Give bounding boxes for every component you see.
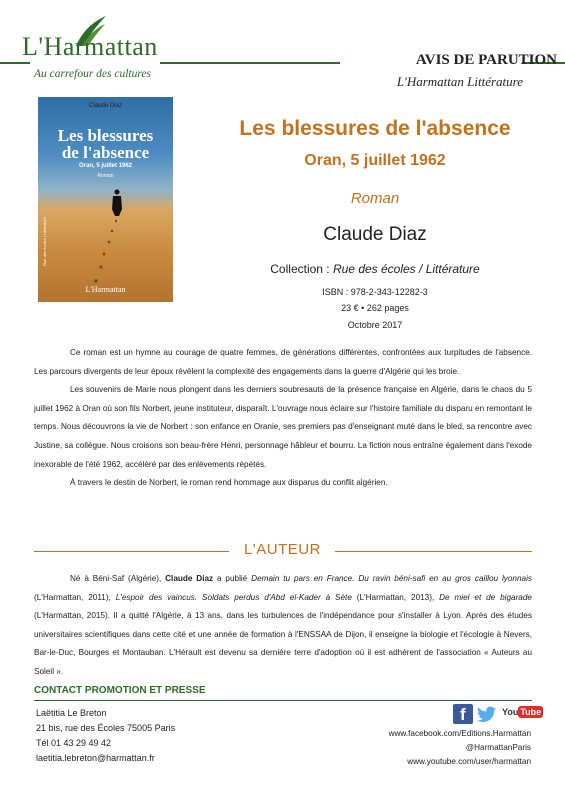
facebook-link[interactable]: www.facebook.com/Editions.Harmattan [388,729,531,738]
cover-genre: Roman [97,173,114,179]
book-subtitle: Oran, 5 juillet 1962 [304,152,446,169]
cover-spine: Rue des écoles | Littérature [42,217,47,266]
youtube-link[interactable]: www.youtube.com/user/harmattan [407,757,531,766]
youtube-logo-badge: Tube [520,707,542,717]
twitter-link[interactable]: @HarmattanParis [465,743,531,752]
author-bio-paragraph [34,570,532,682]
twitter-icon[interactable] [477,706,497,723]
cover-title [38,127,173,161]
contact-name: Laëtitia Le Breton [36,708,107,718]
book-genre: Roman [350,190,400,207]
bio-text: (L'Harmattan, 2015). Il a quitté l'Algérie, à 13 ans, dans les turbulences de l'indépendance pour s'installer à Lyon. Après des études universitaires scientifiques dans cette cité et une année de formation à l'ENSSAA de Dijon, il enseigne la biologie et l'écologie à Nevers, Bar-le-Duc, Bourges et Montauban. L'Hérault est devenu sa dernière terre d'adoption où il est adhérent de l'association « Auteurs au Soleil ». [34,611,532,676]
bio-text: (L'Harmattan, 2011), [34,592,116,602]
book-cover [38,97,173,302]
summary-paragraph-1: Ce roman est un hymne au courage de quatre femmes, de générations différentes, confrontées aux turpitudes de l'absence. Les parcours divergents de leur époux révèlent la complexité des engagements dans la guerre d'Algérie qui les broie. [34,348,532,376]
cover-title-line1: Les blessures [57,126,154,145]
notice-title: AVIS DE PARUTION [415,52,557,68]
bio-text: a publié [213,574,252,583]
cover-publisher: L'Harmattan [85,285,126,294]
author-bio [34,570,532,682]
publisher-tagline: Au carrefour des cultures [34,68,152,80]
header-rule-left [0,62,30,64]
cover-walker-icon [110,189,124,217]
book-title: Les blessures de l'absence [239,117,511,140]
book-price-pages: 23 € • 262 pages [341,303,409,313]
cover-subtitle: Oran, 5 juillet 1962 [78,163,133,169]
book-author: Claude Diaz [323,224,427,245]
bio-book-title: De miel et de bigarade [439,592,532,602]
summary-text [34,344,532,493]
book-collection [190,262,560,276]
youtube-logo-text: You [502,707,519,717]
notice-subtitle: L'Harmattan Littérature [396,74,523,89]
book-date: Octobre 2017 [347,320,403,330]
bio-author-name: Claude Diaz [165,574,214,583]
bio-book-title: Demain tu pars en France. Du ravin béni-safi en au gros caillou lyonnais [251,574,532,583]
bio-book-title: L'espoir des vaincus. Soldats perdus d'Abd el-Kader à Sète [115,592,352,602]
bio-text: (L'Harmattan, 2013), [351,592,440,602]
bio-text: Né à Béni-Saf (Algérie), [70,574,166,583]
youtube-icon[interactable] [502,707,543,721]
contact-email[interactable]: laetitia.lebreton@harmattan.fr [36,753,155,763]
header-rule-mid [160,62,340,64]
collection-label: Collection : [270,262,333,276]
contact-phone: Tél 01 43 29 49 42 [36,738,112,748]
contact-rule [34,700,532,701]
contact-address: 21 bis, rue des Écoles 75005 Paris [36,723,176,733]
contact-heading: CONTACT PROMOTION ET PRESSE [34,685,206,696]
cover-author: Claude Diaz [89,103,122,109]
author-heading: L'AUTEUR [244,541,321,558]
collection-name: Rue des écoles / Littérature [332,262,480,276]
publisher-logo: L'Harmattan [22,32,158,61]
summary-paragraph-2: Les souvenirs de Marie nous plongent dans les derniers soubresauts de la présence française en Algérie, dans le chaos du 5 juillet 1962 à Oran où son fils Norbert, jeune instituteur, disparaît. L'ouvrage nous éclaire sur l'histoire familiale du disparu en remontant le temps. Nous découvrons la vie de Norbert : son enfance en Oranie, ses premiers pas d'enseignant muté dans le bled, sa rencontre avec Justine, sa collègue. Nous croisons son beau-frère Henri, personnage hâbleur et bourru. La fiction nous entraîne également dans l'exode inexorable de l'été 1962, accéléré par des enlèvements répétés. [34,385,532,469]
facebook-icon[interactable]: f [453,704,473,724]
book-isbn: ISBN : 978-2-343-12282-3 [322,287,428,297]
cover-title-line2: de l'absence [61,143,150,162]
summary-paragraph-3: À travers le destin de Norbert, le roman rend hommage aux disparus du conflit algérien. [70,478,388,488]
